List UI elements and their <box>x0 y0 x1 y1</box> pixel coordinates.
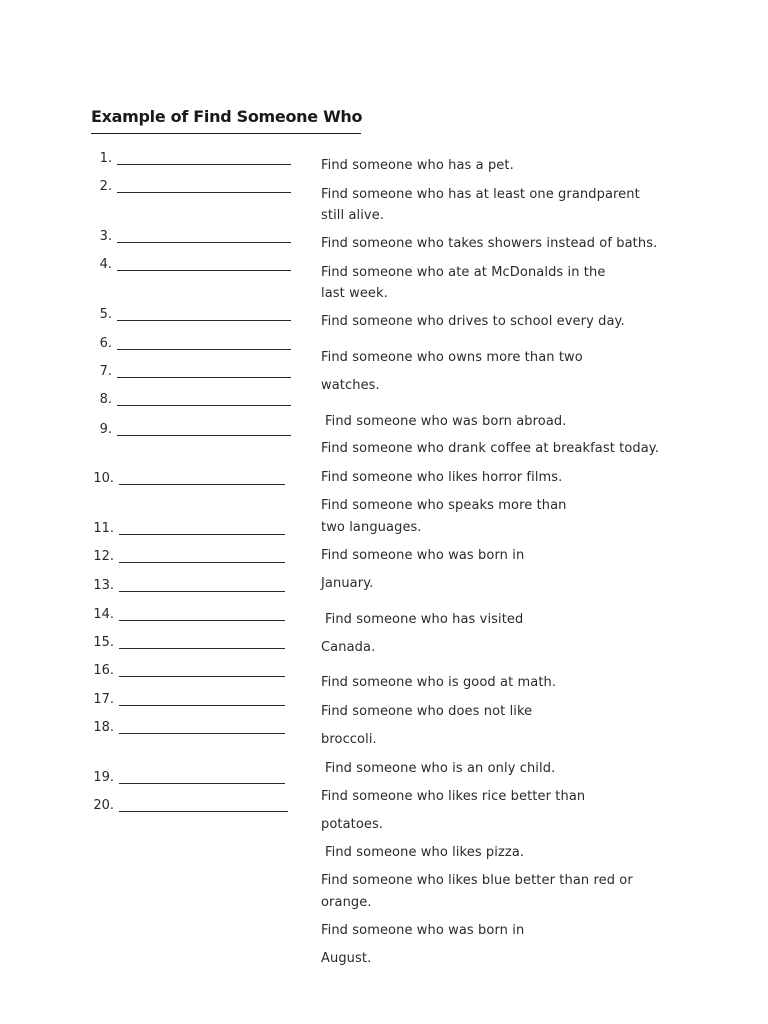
answer-row <box>93 720 285 736</box>
item-number: 8. <box>99 392 112 407</box>
prompt-text-line: Find someone who owns more than two <box>321 350 583 365</box>
prompt-text-line: orange. <box>321 895 372 910</box>
answer-blank-line[interactable] <box>119 705 285 706</box>
answer-blank-line[interactable] <box>117 435 291 436</box>
prompt-text-line: January. <box>321 576 374 591</box>
prompt-text-line: Find someone who likes horror films. <box>321 470 563 485</box>
prompt-text-line: Find someone who has visited <box>325 612 524 627</box>
answer-row <box>99 257 291 273</box>
answer-blank-line[interactable] <box>117 349 291 350</box>
prompt-text-line: last week. <box>321 286 388 301</box>
item-number: 15. <box>93 635 114 650</box>
prompt-text-line: Find someone who was born in <box>321 548 525 563</box>
item-number: 13. <box>93 578 114 593</box>
answer-blank-line[interactable] <box>117 242 291 243</box>
answer-row <box>93 635 285 651</box>
prompt-text-line: Find someone who was born in <box>321 923 525 938</box>
item-number: 12. <box>93 549 114 564</box>
item-number: 9. <box>99 422 112 437</box>
prompt-text-line: Find someone who ate at McDonalds in the <box>321 265 606 280</box>
prompt-text-line: still alive. <box>321 208 385 223</box>
answer-blank-line[interactable] <box>117 405 291 406</box>
prompt-text-line: broccoli. <box>321 732 377 747</box>
answer-row <box>93 549 285 565</box>
answer-blank-line[interactable] <box>117 377 291 378</box>
answer-row <box>93 471 285 487</box>
answer-blank-line[interactable] <box>119 591 285 592</box>
answer-row <box>99 392 291 408</box>
prompt-text-line: watches. <box>321 378 380 393</box>
prompt-text-line: Find someone who drives to school every day. <box>321 314 625 329</box>
answer-blank-line[interactable] <box>117 320 291 321</box>
item-number: 11. <box>93 521 114 536</box>
answer-row <box>99 422 291 438</box>
answer-row <box>99 179 291 195</box>
prompt-text-line: Find someone who is an only child. <box>325 761 556 776</box>
item-number: 1. <box>99 151 112 166</box>
prompt-text-line: potatoes. <box>321 817 384 832</box>
item-number: 20. <box>93 798 114 813</box>
item-number: 14. <box>93 607 114 622</box>
prompt-text-line: Find someone who is good at math. <box>321 675 557 690</box>
answer-row <box>99 336 291 352</box>
item-number: 4. <box>99 257 112 272</box>
prompt-text-line: Find someone who was born abroad. <box>325 414 567 429</box>
item-number: 7. <box>99 364 112 379</box>
prompt-text-line: Find someone who drank coffee at breakfast today. <box>321 441 659 456</box>
answer-row <box>99 364 291 380</box>
prompt-text-line: Canada. <box>321 640 376 655</box>
answer-row <box>99 229 291 245</box>
answer-blank-line[interactable] <box>117 164 291 165</box>
prompt-text-line: Find someone who takes showers instead of baths. <box>321 236 658 251</box>
item-number: 16. <box>93 663 114 678</box>
answer-blank-line[interactable] <box>119 534 285 535</box>
answer-row <box>99 151 291 167</box>
answer-blank-line[interactable] <box>119 620 285 621</box>
answer-row <box>93 692 285 708</box>
answer-row <box>93 578 285 594</box>
item-number: 18. <box>93 720 114 735</box>
answer-blank-line[interactable] <box>119 562 285 563</box>
item-number: 19. <box>93 770 114 785</box>
prompt-text-line: Find someone who has at least one grandparent <box>321 187 640 202</box>
page-title: Example of Find Someone Who <box>91 107 363 126</box>
title-underline <box>91 133 361 134</box>
item-number: 6. <box>99 336 112 351</box>
prompt-text-line: two languages. <box>321 520 422 535</box>
prompt-text-line: Find someone who has a pet. <box>321 158 514 173</box>
answer-blank-line[interactable] <box>119 811 288 812</box>
answer-row <box>93 798 288 814</box>
item-number: 5. <box>99 307 112 322</box>
answer-blank-line[interactable] <box>117 270 291 271</box>
answer-blank-line[interactable] <box>119 783 285 784</box>
prompt-text-line: Find someone who likes blue better than red or <box>321 873 633 888</box>
answer-row <box>93 521 285 537</box>
answer-row <box>93 663 285 679</box>
item-number: 10. <box>93 471 114 486</box>
prompt-text-line: Find someone who likes pizza. <box>325 845 525 860</box>
answer-blank-line[interactable] <box>119 676 285 677</box>
prompt-text-line: August. <box>321 951 372 966</box>
item-number: 2. <box>99 179 112 194</box>
answer-blank-line[interactable] <box>119 484 285 485</box>
prompt-text-line: Find someone who likes rice better than <box>321 789 586 804</box>
answer-blank-line[interactable] <box>117 192 291 193</box>
prompt-text-line: Find someone who speaks more than <box>321 498 567 513</box>
item-number: 17. <box>93 692 114 707</box>
answer-row <box>93 770 285 786</box>
prompt-text-line: Find someone who does not like <box>321 704 533 719</box>
answer-row <box>93 607 285 623</box>
answer-blank-line[interactable] <box>119 648 285 649</box>
answer-row <box>99 307 291 323</box>
answer-blank-line[interactable] <box>119 733 285 734</box>
item-number: 3. <box>99 229 112 244</box>
